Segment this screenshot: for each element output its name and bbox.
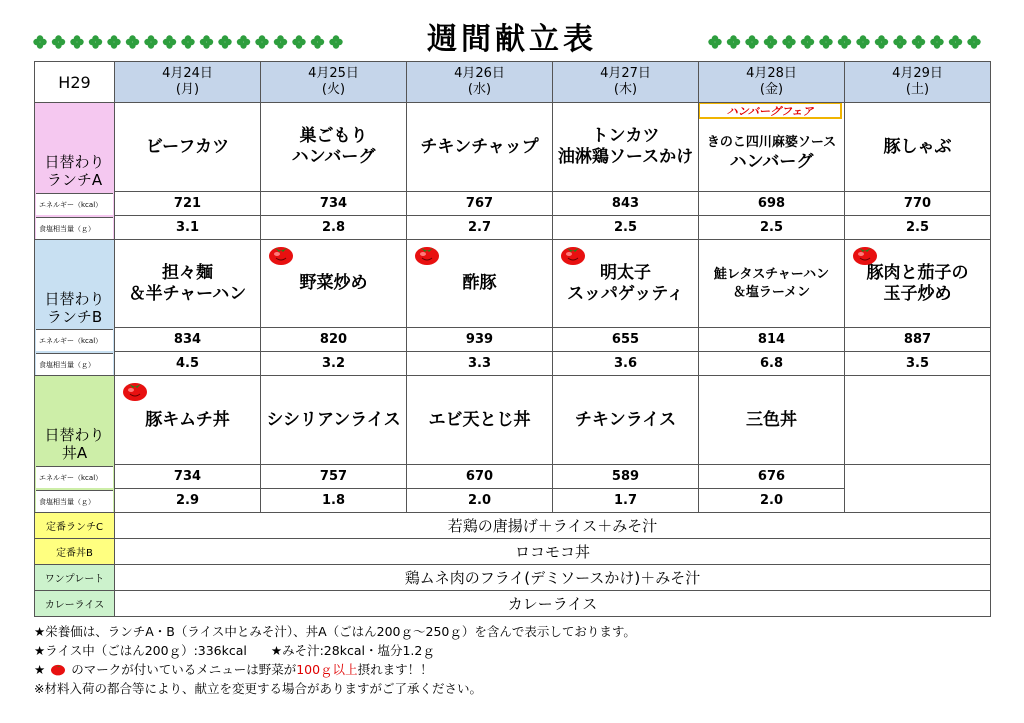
- year-label: H29: [35, 62, 115, 103]
- fixed-menu-label: 定番ランチC: [35, 513, 115, 539]
- fixed-menu-row: [35, 591, 991, 617]
- clover-icon: [33, 35, 46, 48]
- salt-value: 2.5: [553, 216, 699, 240]
- clover-icon: [949, 35, 962, 48]
- clover-icon: [912, 35, 925, 48]
- day-header: 4月29日 (土): [845, 62, 991, 103]
- fixed-menu-dish: ロコモコ丼: [115, 539, 991, 565]
- clover-icon: [727, 35, 740, 48]
- dish-cell: 鮭レタスチャーハン ＆塩ラーメン: [699, 240, 845, 328]
- page-title: 週間献立表: [427, 22, 597, 57]
- energy-value: 655: [553, 328, 699, 352]
- dish-cell: 担々麺 ＆半チャーハン: [115, 240, 261, 328]
- clover-icon: [89, 35, 102, 48]
- fixed-menu-dish: 鶏ムネ肉のフライ(デミソースかけ)＋みそ汁: [115, 565, 991, 591]
- lunch-b-salt-row: [35, 352, 991, 376]
- fixed-menu-dish: 若鶏の唐揚げ＋ライス＋みそ汁: [115, 513, 991, 539]
- clover-icon: [801, 35, 814, 48]
- day-header: 4月26日 (水): [407, 62, 553, 103]
- salt-value: 3.2: [261, 352, 407, 376]
- energy-value: 887: [845, 328, 991, 352]
- clover-icon: [52, 35, 65, 48]
- clover-icon: [967, 35, 980, 48]
- clover-border-left-icon: [32, 34, 352, 50]
- header-row: [35, 62, 991, 103]
- salt-value: 2.9: [115, 489, 261, 513]
- menu-table: [34, 61, 991, 617]
- clover-icon: [163, 35, 176, 48]
- energy-value: 721: [115, 192, 261, 216]
- clover-icon: [218, 35, 231, 48]
- fixed-menu-label: 定番丼B: [35, 539, 115, 565]
- energy-value: 843: [553, 192, 699, 216]
- energy-label: エネルギー（kcal）: [36, 193, 113, 215]
- tomato-icon: [851, 242, 879, 266]
- salt-value: 3.1: [115, 216, 261, 240]
- dish-cell: 豚キムチ丼: [115, 376, 261, 465]
- salt-value: 4.5: [115, 352, 261, 376]
- tomato-icon: [267, 242, 295, 266]
- salt-value: 2.0: [699, 489, 845, 513]
- empty-cell: [845, 465, 991, 513]
- energy-value: 767: [407, 192, 553, 216]
- fixed-menu-label: カレーライス: [35, 591, 115, 617]
- dish-cell: 明太子 スッパゲッティ: [553, 240, 699, 328]
- energy-value: 734: [261, 192, 407, 216]
- note-rice: ★ライス中（ごはん200ｇ）:336kcal ★みそ汁:28kcal・塩分1.2ｇ: [34, 643, 435, 658]
- clover-icon: [181, 35, 194, 48]
- don-a-dish-row: [35, 376, 991, 465]
- energy-label: エネルギー（kcal）: [36, 466, 113, 488]
- clover-icon: [875, 35, 888, 48]
- clover-icon: [708, 35, 721, 48]
- clover-icon: [930, 35, 943, 48]
- clover-icon: [329, 35, 342, 48]
- salt-label: 食塩相当量（ｇ）: [36, 490, 113, 512]
- note-nutrition: ★栄養価は、ランチA・B（ライス中とみそ汁）、丼A（ごはん200ｇ～250ｇ）を含んで表示しております。: [34, 624, 636, 639]
- dish-cell: 酢豚: [407, 240, 553, 328]
- salt-value: 2.5: [845, 216, 991, 240]
- day-header: 4月25日 (火): [261, 62, 407, 103]
- dish-cell: 豚肉と茄子の 玉子炒め: [845, 240, 991, 328]
- dish-cell: チキンチャップ: [407, 103, 553, 192]
- energy-value: 820: [261, 328, 407, 352]
- energy-value: 589: [553, 465, 699, 489]
- tomato-icon: [49, 662, 67, 676]
- fixed-menu-row: [35, 539, 991, 565]
- clover-icon: [838, 35, 851, 48]
- lunch-a-dish-row: [35, 103, 991, 192]
- salt-value: 3.5: [845, 352, 991, 376]
- energy-value: 757: [261, 465, 407, 489]
- clover-icon: [764, 35, 777, 48]
- tomato-icon: [413, 242, 441, 266]
- energy-value: 698: [699, 192, 845, 216]
- energy-value: 770: [845, 192, 991, 216]
- energy-value: 814: [699, 328, 845, 352]
- don-a-label: 日替わり 丼A: [35, 376, 115, 513]
- salt-value: 2.7: [407, 216, 553, 240]
- fixed-menu-row: [35, 565, 991, 591]
- dish-cell: [845, 376, 991, 465]
- notes: [34, 622, 994, 698]
- salt-value: 3.3: [407, 352, 553, 376]
- salt-value: 3.6: [553, 352, 699, 376]
- energy-value: 676: [699, 465, 845, 489]
- lunch-a-salt-row: [35, 216, 991, 240]
- salt-label: 食塩相当量（ｇ）: [36, 217, 113, 239]
- salt-value: 2.5: [699, 216, 845, 240]
- fixed-menu-dish: カレーライス: [115, 591, 991, 617]
- clover-icon: [311, 35, 324, 48]
- energy-value: 734: [115, 465, 261, 489]
- energy-value: 670: [407, 465, 553, 489]
- lunch-b-label: 日替わり ランチB: [35, 240, 115, 376]
- clover-icon: [237, 35, 250, 48]
- lunch-a-label: 日替わり ランチA: [35, 103, 115, 240]
- salt-value: 1.7: [553, 489, 699, 513]
- dish-cell: チキンライス: [553, 376, 699, 465]
- clover-icon: [782, 35, 795, 48]
- energy-label: エネルギー（kcal）: [36, 329, 113, 351]
- clover-icon: [255, 35, 268, 48]
- clover-icon: [292, 35, 305, 48]
- dish-cell: ビーフカツ: [115, 103, 261, 192]
- dish-cell: トンカツ 油淋鶏ソースかけ: [553, 103, 699, 192]
- clover-icon: [107, 35, 120, 48]
- dish-cell: シシリアンライス: [261, 376, 407, 465]
- note-disclaimer: ※材料入荷の都合等により、献立を変更する場合がありますがご了承ください。: [34, 681, 482, 696]
- clover-icon: [126, 35, 139, 48]
- lunch-a-energy-row: [35, 192, 991, 216]
- salt-value: 6.8: [699, 352, 845, 376]
- clover-icon: [893, 35, 906, 48]
- salt-value: 2.8: [261, 216, 407, 240]
- energy-value: 939: [407, 328, 553, 352]
- fixed-menu-row: [35, 513, 991, 539]
- energy-value: 834: [115, 328, 261, 352]
- hamburg-fair-badge: ハンバーグフェア: [699, 103, 843, 120]
- dish-cell: エビ天とじ丼: [407, 376, 553, 465]
- dish-cell: 豚しゃぶ: [845, 103, 991, 192]
- dish-cell: 巣ごもり ハンバーグ: [261, 103, 407, 192]
- note-vegetable: ★ のマークが付いているメニューは野菜が100ｇ以上摂れます！！: [34, 662, 433, 677]
- clover-icon: [819, 35, 832, 48]
- clover-border-right-icon: [707, 34, 992, 50]
- dish-cell: 三色丼: [699, 376, 845, 465]
- clover-icon: [274, 35, 287, 48]
- don-a-energy-row: [35, 465, 991, 489]
- lunch-b-dish-row: [35, 240, 991, 328]
- clover-icon: [856, 35, 869, 48]
- clover-icon: [200, 35, 213, 48]
- day-header: 4月27日 (木): [553, 62, 699, 103]
- tomato-icon: [121, 378, 149, 402]
- clover-icon: [745, 35, 758, 48]
- clover-icon: [144, 35, 157, 48]
- salt-label: 食塩相当量（ｇ）: [36, 353, 113, 375]
- tomato-icon: [559, 242, 587, 266]
- lunch-b-energy-row: [35, 328, 991, 352]
- dish-cell: ハンバーグフェア きのこ四川麻婆ソース ハンバーグ: [699, 103, 845, 192]
- clover-icon: [70, 35, 83, 48]
- fixed-menu-label: ワンプレート: [35, 565, 115, 591]
- day-header: 4月24日 (月): [115, 62, 261, 103]
- day-header: 4月28日 (金): [699, 62, 845, 103]
- salt-value: 2.0: [407, 489, 553, 513]
- salt-value: 1.8: [261, 489, 407, 513]
- dish-cell: 野菜炒め: [261, 240, 407, 328]
